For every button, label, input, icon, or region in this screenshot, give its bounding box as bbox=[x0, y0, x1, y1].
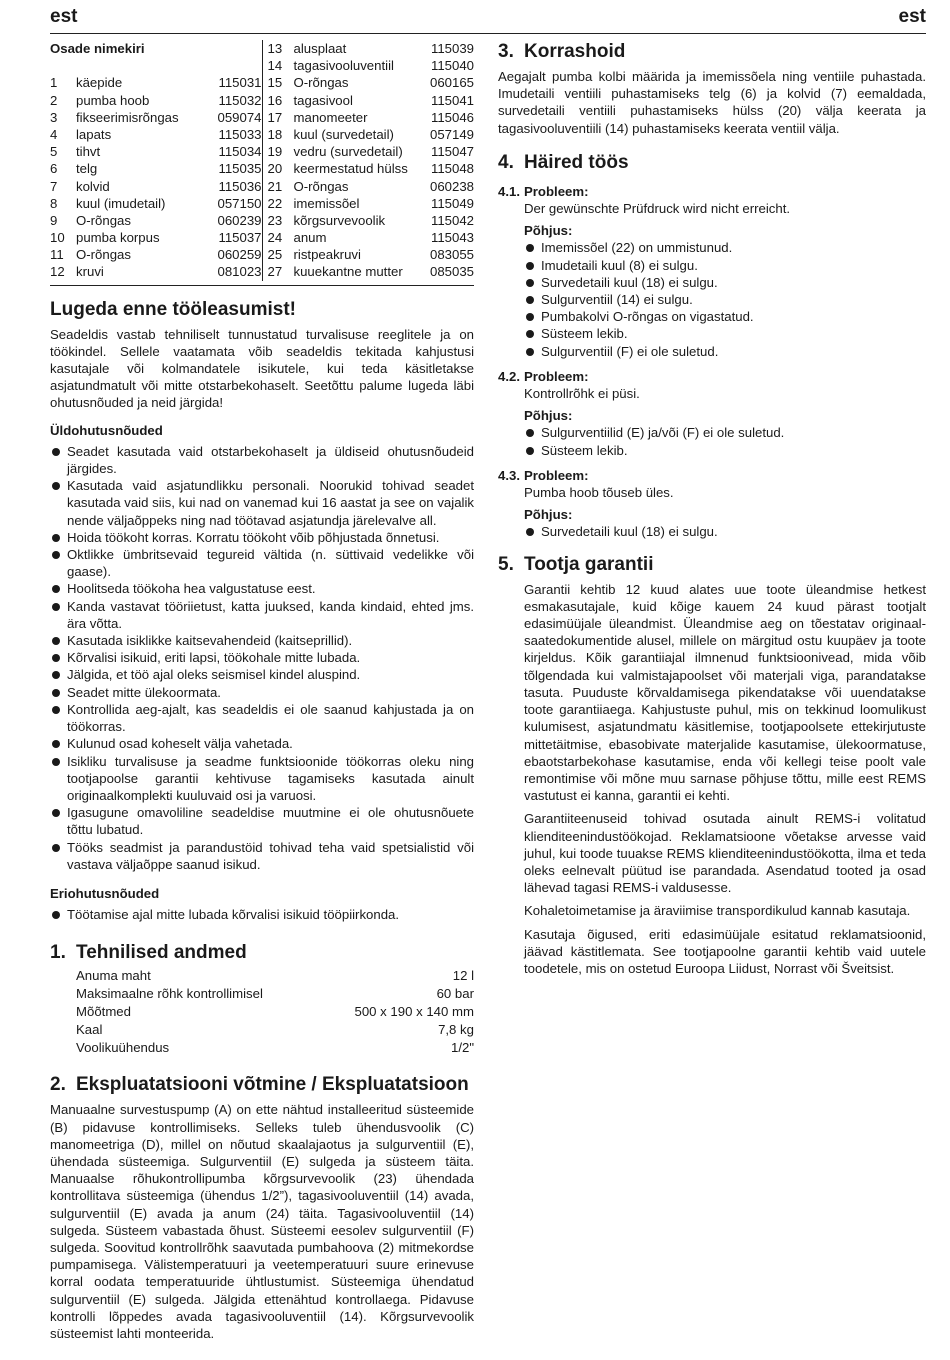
operation-heading: Ekspluatatsiooni võtmine / Ekspluatatsioon bbox=[76, 1074, 469, 1096]
part-code: 115033 bbox=[218, 126, 262, 142]
warranty-paragraph: Garantii kehtib 12 kuud alates uue toote üleandmise hetkest esmakasutajale, kuid kõige kauem 24 kuud pärast tootjalt edasimüüjale üleandmist. Üleandmise aeg on tõestatav originaal-saatedokumentide alusel, millele on märgitud ostu kuupäev ja toote kirjeldus. Kõik garantiiajal ilmnenud funktsioonivead, mida võib tõlgendada kui valmistajapoolset või materjali viga, parandatakse tasuta. Puuduste kõrvaldamisega pikendatakse või uuendatakse toote garantiiaega. Kahjustuste puhul, mis on tekkinud loomulikust kulumisest, asjatundmatu käsitlemise, tootjapoolsete ettekirjutuste mittetäitmise, ebasobivate materjalide kasutamise, ülekoormatuse, ebaotstarbekohase kasutamise, enda või kellegi teise poolt vale remontimise või mõne muu sarnase põhjuse tõttu, mille eest REMS vastutust ei kanna, garantii ei kehti. bbox=[524, 581, 926, 804]
fault-number: 4.1. bbox=[498, 183, 520, 199]
safety-intro: Seadeldis vastab tehniliselt tunnustatud turvalisuse reeglitele ja on töökindel. Sellele vaatamata võib seadeldis tekitada kahjustusi kasutajale või kolmandatele isikutele, kui teda käsitletakse asjatundmatult või mitte otstarbekohaselt. Seetõttu palume lugeda läbi ohutusnõuded ja neid järgida! bbox=[50, 326, 474, 411]
part-name: kuuekantne mutter bbox=[293, 264, 403, 280]
part-number: 15 bbox=[267, 75, 283, 91]
part-name: kõrgsurvevoolik bbox=[293, 212, 386, 228]
part-number: 14 bbox=[267, 58, 283, 74]
fault-cause-label: Põhjus: bbox=[524, 507, 573, 523]
fault-cause-list bbox=[524, 523, 926, 540]
part-code: 115048 bbox=[430, 161, 474, 177]
special-safety-title: Eriohutusnõuded bbox=[50, 885, 160, 901]
parts-row bbox=[50, 74, 262, 91]
part-number: 12 bbox=[50, 264, 65, 280]
part-name: alusplaat bbox=[293, 41, 347, 56]
part-name: kruvi bbox=[76, 264, 104, 280]
fault-problem-label: Probleem: bbox=[524, 368, 589, 384]
part-code: 115041 bbox=[430, 92, 474, 108]
part-number: 2 bbox=[50, 92, 58, 108]
part-number: 10 bbox=[50, 230, 65, 246]
part-code: 057150 bbox=[217, 195, 262, 211]
part-number: 22 bbox=[267, 195, 283, 211]
part-name: manomeeter bbox=[293, 109, 368, 125]
part-code: 115039 bbox=[430, 41, 474, 56]
header-right-lang: est bbox=[898, 6, 926, 27]
fault-problem-text: Der gewünschte Prüfdruck wird nicht erreicht. bbox=[524, 201, 791, 217]
fault-item bbox=[498, 183, 926, 360]
parts-row bbox=[50, 229, 262, 246]
special-safety-item: Töötamise ajal mitte lubada kõrvalisi isikuid tööpiirkonda. bbox=[50, 906, 474, 923]
left-column bbox=[50, 40, 474, 1342]
part-name: käepide bbox=[76, 75, 123, 91]
part-name: vedru (survedetail) bbox=[293, 144, 403, 160]
part-number: 7 bbox=[50, 178, 58, 194]
fault-cause-item: Imudetaili kuul (8) ei sulgu. bbox=[524, 257, 926, 274]
parts-row bbox=[268, 160, 475, 177]
part-name: pumba korpus bbox=[76, 230, 160, 246]
fault-problem-label-row bbox=[498, 368, 926, 385]
parts-row bbox=[268, 246, 475, 263]
fault-cause-label: Põhjus: bbox=[524, 223, 573, 239]
parts-row bbox=[268, 92, 475, 109]
part-name: O-rõngas bbox=[293, 178, 349, 194]
part-code: 060259 bbox=[217, 247, 262, 263]
part-number: 17 bbox=[267, 109, 283, 125]
tech-label: Voolikuühendus bbox=[76, 1040, 170, 1056]
fault-item bbox=[498, 467, 926, 541]
part-number: 21 bbox=[267, 178, 283, 194]
parts-row bbox=[50, 263, 262, 280]
parts-list-left bbox=[50, 40, 262, 281]
warranty-heading: Tootja garantii bbox=[524, 553, 654, 575]
faults-title bbox=[498, 151, 926, 175]
warranty-title bbox=[498, 553, 926, 577]
parts-row bbox=[50, 109, 262, 126]
header-left-lang: est bbox=[50, 6, 78, 27]
fault-detail bbox=[524, 484, 926, 541]
general-safety-item: Kasutada vaid asjatundlikku personali. Noorukid tohivad seadet kasutada vaid siis, kui nad on vanemad kui 16 aastat ja see on vajalik nende väljaõppeks ning nad töötavad asjatundja järelevalve all. bbox=[50, 477, 474, 529]
part-number: 24 bbox=[267, 230, 283, 246]
fault-cause-item: Sulgurventiilid (E) ja/või (F) ei ole suletud. bbox=[524, 424, 926, 441]
parts-row bbox=[50, 246, 262, 263]
tech-number: 1. bbox=[50, 942, 66, 964]
part-code: 115046 bbox=[430, 109, 474, 125]
general-safety-item: Oktlikke ümbritsevaid tegureid vältida (n. süttivaid vedelikke või gaase). bbox=[50, 546, 474, 580]
tech-row bbox=[76, 1003, 474, 1021]
tech-value: 60 bar bbox=[436, 986, 474, 1002]
parts-row bbox=[268, 109, 475, 126]
fault-cause-item: Sulgurventiil (14) ei sulgu. bbox=[524, 291, 926, 308]
parts-row bbox=[50, 212, 262, 229]
part-code: 085035 bbox=[429, 264, 474, 280]
tech-value: 500 x 190 x 140 mm bbox=[354, 1004, 474, 1020]
tech-label: Maksimaalne rõhk kontrollimisel bbox=[76, 986, 263, 1002]
general-safety-item: Tööks seadmist ja parandustöid tohivad teha vaid spetsialistid või vastava väljaõppe saanud isikud. bbox=[50, 839, 474, 873]
part-code: 057149 bbox=[429, 126, 474, 142]
fault-cause-item: Survedetaili kuul (18) ei sulgu. bbox=[524, 523, 926, 540]
tech-row bbox=[76, 1021, 474, 1039]
part-code: 115042 bbox=[430, 212, 474, 228]
part-code: 060165 bbox=[429, 75, 474, 91]
part-name: keermestatud hülss bbox=[293, 161, 408, 177]
general-safety-item: Kontrollida aeg-ajalt, kas seadeldis ei ole saanud kahjustada ja on töökorras. bbox=[50, 701, 474, 735]
parts-row bbox=[50, 160, 262, 177]
maintenance-title bbox=[498, 40, 926, 64]
fault-problem-label-row bbox=[498, 183, 926, 200]
part-number: 1 bbox=[50, 75, 58, 91]
tech-row bbox=[76, 985, 474, 1003]
tech-label: Anuma maht bbox=[76, 968, 151, 984]
fault-cause-item: Süsteem lekib. bbox=[524, 442, 926, 459]
part-name: pumba hoob bbox=[76, 92, 150, 108]
part-code: 115032 bbox=[218, 92, 262, 108]
part-code: 115043 bbox=[430, 230, 474, 246]
part-name: kuul (imudetail) bbox=[76, 195, 166, 211]
warranty-body bbox=[524, 581, 926, 977]
part-code: 060239 bbox=[217, 212, 262, 228]
parts-row bbox=[50, 143, 262, 160]
part-number: 9 bbox=[50, 212, 58, 228]
part-number: 6 bbox=[50, 161, 58, 177]
parts-list bbox=[50, 40, 474, 281]
part-code: 115047 bbox=[430, 144, 474, 160]
fault-cause-item: Pumbakolvi O-rõngas on vigastatud. bbox=[524, 308, 926, 325]
tech-row bbox=[76, 1039, 474, 1057]
part-code: 115035 bbox=[218, 161, 262, 177]
general-safety-item: Kõrvalisi isikuid, eriti lapsi, töökohale mitte lubada. bbox=[50, 649, 474, 666]
fault-detail bbox=[524, 200, 926, 360]
parts-row bbox=[50, 178, 262, 195]
general-safety-item: Seadet kasutada vaid otstarbekohaselt ja üldiseid ohutusnõudeid järgides. bbox=[50, 443, 474, 477]
general-safety-item: Kanda vastavat tööriietust, katta juuksed, kanda kindaid, ehted jms. ära võtta. bbox=[50, 598, 474, 632]
part-number: 3 bbox=[50, 109, 58, 125]
tech-value: 7,8 kg bbox=[438, 1022, 474, 1038]
fault-problem-text: Kontrollrõhk ei püsi. bbox=[524, 386, 640, 402]
fault-problem-text: Pumba hoob tõuseb üles. bbox=[524, 485, 674, 501]
part-number: 25 bbox=[267, 247, 283, 263]
general-safety-list bbox=[50, 443, 474, 873]
part-name: lapats bbox=[76, 126, 112, 142]
parts-row bbox=[268, 74, 475, 91]
part-number: 23 bbox=[267, 212, 283, 228]
part-name: ristpeakruvi bbox=[293, 247, 361, 263]
fault-cause-item: Survedetaili kuul (18) ei sulgu. bbox=[524, 274, 926, 291]
parts-list-title: Osade nimekiri bbox=[50, 41, 145, 56]
tech-data-table bbox=[76, 967, 474, 1057]
operation-title bbox=[50, 1073, 474, 1097]
parts-row bbox=[50, 92, 262, 109]
fault-number: 4.2. bbox=[498, 368, 520, 384]
parts-row bbox=[268, 195, 475, 212]
part-name: imemissõel bbox=[293, 195, 360, 211]
fault-cause-item: Imemissõel (22) on ummistunud. bbox=[524, 239, 926, 256]
part-number: 27 bbox=[267, 264, 283, 280]
right-column bbox=[498, 40, 926, 983]
general-safety-item: Jälgida, et töö ajal oleks seismisel kindel aluspind. bbox=[50, 666, 474, 683]
tech-row bbox=[76, 967, 474, 985]
part-number: 20 bbox=[267, 161, 283, 177]
part-number: 16 bbox=[267, 92, 283, 108]
maintenance-text: Aegajalt pumba kolbi määrida ja imemissõela ning ventiile puhastada. Imudetaili ventiili puhastamiseks telg (6) ja kolvid (7) eemaldada, survedetaili ventiili puhastamiseks hülss (20) välja keerata ja tagasivooluventiili (14) puhastamiseks keerata ventiil välja. bbox=[498, 69, 926, 136]
faults-list bbox=[498, 183, 926, 541]
part-number: 13 bbox=[267, 41, 283, 56]
fault-cause-item: Sulgurventiil (F) ei ole suletud. bbox=[524, 343, 926, 360]
part-code: 115031 bbox=[218, 75, 262, 91]
part-name: tagasivool bbox=[293, 92, 353, 108]
part-code: 115037 bbox=[218, 230, 262, 246]
general-safety-item: Kasutada isiklikke kaitsevahendeid (kaitseprillid). bbox=[50, 632, 474, 649]
part-name: fikseerimisrõngas bbox=[76, 109, 179, 125]
fault-detail bbox=[524, 385, 926, 459]
part-code: 115034 bbox=[218, 144, 262, 160]
header-rule bbox=[50, 33, 926, 34]
general-safety-item: Hoida töökoht korras. Korratu töökoht võib põhjustada õnnetusi. bbox=[50, 529, 474, 546]
general-safety-item: Seadet mitte ülekoormata. bbox=[50, 684, 474, 701]
fault-cause-list bbox=[524, 239, 926, 359]
tech-label: Mõõtmed bbox=[76, 1004, 131, 1020]
general-safety-title: Üldohutusnõuded bbox=[50, 422, 163, 438]
safety-title: Lugeda enne tööleasumist! bbox=[50, 298, 296, 320]
part-name: O-rõngas bbox=[76, 212, 131, 228]
part-code: 115036 bbox=[218, 178, 262, 194]
divider bbox=[50, 285, 474, 286]
parts-row bbox=[50, 195, 262, 212]
part-number: 11 bbox=[50, 247, 64, 263]
part-number: 8 bbox=[50, 195, 58, 211]
warranty-paragraph: Kohaletoimetamise ja äraviimise transpordikulud kannab kasutaja. bbox=[524, 903, 911, 919]
fault-item bbox=[498, 368, 926, 459]
tech-heading: Tehnilised andmed bbox=[76, 942, 247, 964]
part-number: 19 bbox=[267, 144, 283, 160]
parts-row bbox=[50, 126, 262, 143]
part-name: telg bbox=[76, 161, 98, 177]
general-safety-item: Igasugune omavoliline seadeldise muutmine ei ole ohutusnõuete tõttu lubatud. bbox=[50, 804, 474, 838]
general-safety-item: Isikliku turvalisuse ja seadme funktsioonide töökorras oleku ning tootjapoolse garantii kehtivuse tagamiseks kasutada ainult originaalkomplekti kuuluvaid osi ja varuosi. bbox=[50, 753, 474, 805]
operation-number: 2. bbox=[50, 1074, 66, 1096]
part-number: 4 bbox=[50, 126, 58, 142]
tech-label: Kaal bbox=[76, 1022, 103, 1038]
part-code: 083055 bbox=[429, 247, 474, 263]
fault-number: 4.3. bbox=[498, 467, 520, 483]
fault-problem-label-row bbox=[498, 467, 926, 484]
warranty-number: 5. bbox=[498, 553, 514, 575]
part-number: 18 bbox=[267, 126, 283, 142]
parts-row bbox=[268, 212, 475, 229]
fault-cause-label: Põhjus: bbox=[524, 408, 573, 424]
part-name: kolvid bbox=[76, 178, 110, 194]
parts-row bbox=[268, 40, 475, 57]
parts-row bbox=[268, 229, 475, 246]
part-name: O-rõngas bbox=[76, 247, 131, 263]
faults-number: 4. bbox=[498, 151, 514, 173]
tech-title bbox=[50, 941, 474, 965]
part-name: O-rõngas bbox=[293, 75, 349, 91]
special-safety-list bbox=[50, 906, 474, 923]
parts-list-right bbox=[262, 40, 475, 281]
tech-value: 1/2" bbox=[450, 1040, 474, 1056]
part-code: 060238 bbox=[429, 178, 474, 194]
part-code: 059074 bbox=[217, 109, 262, 125]
maintenance-number: 3. bbox=[498, 41, 514, 62]
maintenance-heading: Korrashoid bbox=[524, 41, 626, 62]
part-code: 115040 bbox=[430, 58, 474, 74]
fault-problem-label: Probleem: bbox=[524, 467, 589, 483]
general-safety-item: Hoolitseda töökoha hea valgustatuse eest. bbox=[50, 580, 474, 597]
part-number: 5 bbox=[50, 144, 58, 160]
fault-problem-label: Probleem: bbox=[524, 183, 589, 199]
parts-row bbox=[268, 143, 475, 160]
part-name: anum bbox=[293, 230, 327, 246]
parts-row bbox=[268, 178, 475, 195]
parts-row bbox=[268, 57, 475, 74]
parts-row bbox=[268, 126, 475, 143]
tech-value: 12 l bbox=[452, 968, 474, 984]
part-name: tihvt bbox=[76, 144, 101, 160]
part-code: 081023 bbox=[217, 264, 262, 280]
fault-cause-list bbox=[524, 424, 926, 458]
warranty-paragraph: Garantiiteenuseid tohivad osutada ainult REMS-i volitatud klienditeenindustöökojad. Reklamatsioone võetakse arvesse vaid juhul, kui toode tuuakse REMS klienditeenindustöökotta, ilma et teda oleks eelnevalt püütud ise parandada. Asendatud tooted ja osad lähevad tagasi REMS-i valdusesse. bbox=[524, 811, 926, 896]
part-name: kuul (survedetail) bbox=[293, 126, 394, 142]
warranty-paragraph: Kasutaja õigused, eriti edasimüüjale esitatud reklamatsioonid, jäävad kästitlemata. See tootjapoolne garantii kehtib vaid uutele toodetele, mis on ostetud Euroopa Liidust, Norrast või Šveitsist. bbox=[524, 926, 926, 976]
parts-row bbox=[268, 263, 475, 280]
operation-text: Manuaalne survestuspump (A) on ette nähtud installeeritud süsteemide (B) pidavuse kontrollimiseks. Selleks tuleb ühendusvoolik (C) manomeetriga (D), millel on nõutud skaalajaotus ja sulgurventiil (E), ühendada süsteemiga. Sulgurventiil (E) sulgeda ja süsteem täita. Manuaalse rõhukontrollipumba kõrgsurvevoolik (23) ühendada kontrollitava süsteemiga (ühendus 1/2”), tagasivooluventiil (14) avada, sulgurventiil (E) avada ja anum (24) täita. Tagasivooluventiil (14) sulgeda. Süsteem vabastada õhust. Süsteemi eesolev sulgurventiil (F) sulgeda. Soovitud kontrollrõhk saavutada pumbahoova (2) mitmekordse pumpamisega. Välistemperatuuri ja veetemperatuuri suure erinevuse korral oodata temperatuuride ühtlustumist. Süsteemiga ühendatud sulgurventiil (E) sulgeda. Jälgida ettenähtud kontrollaega. Pidavuse kontrolli lõppedes avada tagasivooluventiil (14). Kõrgsurvevoolik süsteemist lahti monteerida. bbox=[50, 1102, 474, 1341]
fault-cause-item: Süsteem lekib. bbox=[524, 325, 926, 342]
general-safety-item: Kulunud osad koheselt välja vahetada. bbox=[50, 735, 474, 752]
faults-heading: Häired töös bbox=[524, 151, 629, 173]
part-name: tagasivooluventiil bbox=[293, 58, 394, 74]
part-code: 115049 bbox=[430, 195, 474, 211]
